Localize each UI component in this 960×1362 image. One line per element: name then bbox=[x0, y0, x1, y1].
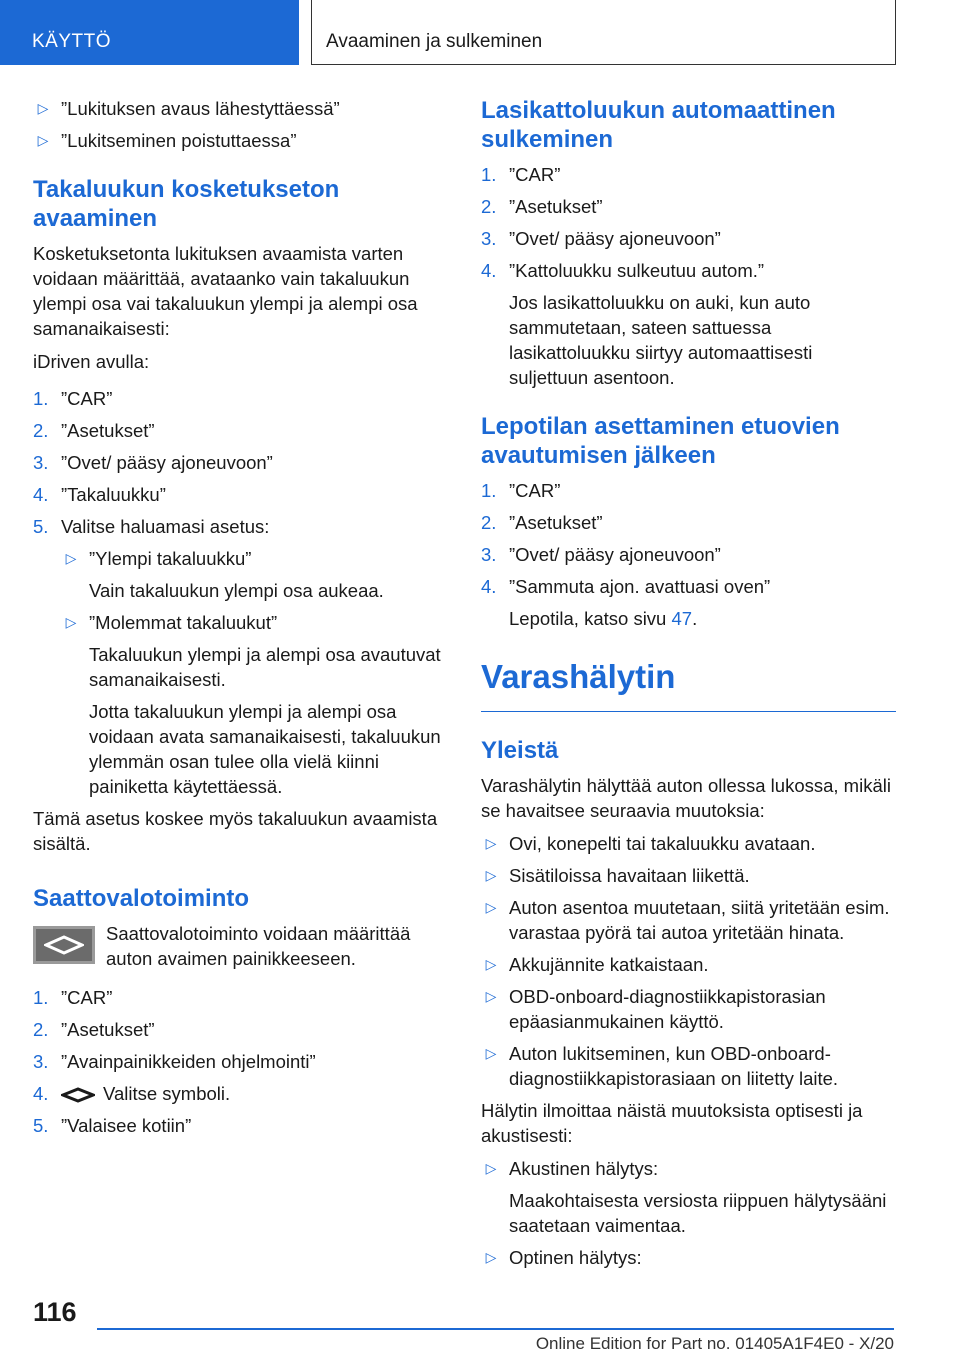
list-item: ▷ ”Ylempi takaluukku” bbox=[61, 546, 445, 571]
triangle-right-icon: ▷ bbox=[485, 1249, 497, 1265]
paragraph: Lepotila, katso sivu 47. bbox=[509, 608, 698, 629]
list-item: 3. ”Ovet/ pääsy ajoneuvoon” bbox=[481, 228, 721, 249]
list-item: 2. ”Asetukset” bbox=[481, 196, 603, 217]
list-item: 1. ”CAR” bbox=[481, 164, 561, 185]
triangle-right-icon: ▷ bbox=[485, 835, 497, 851]
triangle-right-icon: ▷ bbox=[37, 100, 49, 116]
list-item: 2. ”Asetukset” bbox=[33, 1019, 155, 1040]
section-heading: Yleistä bbox=[481, 737, 559, 764]
list-item: ▷ ”Lukituksen avaus lähestyttäessä” bbox=[33, 96, 445, 121]
page-number: 116 bbox=[33, 1297, 77, 1327]
icon-paragraph bbox=[33, 921, 445, 971]
triangle-right-icon: ▷ bbox=[65, 550, 77, 566]
page-link[interactable]: 47 bbox=[671, 608, 693, 629]
list-item: ▷ ”Molemmat takaluukut” bbox=[61, 610, 445, 635]
section-label: KÄYTTÖ bbox=[32, 31, 112, 52]
section-heading: Lepotilan asettaminen etuovien avautumisen jälkeen bbox=[481, 413, 840, 469]
paragraph: Hälytin ilmoittaa näistä muutoksista optisesti ja akustisesti: bbox=[481, 1100, 863, 1146]
list-item: 1. ”CAR” bbox=[481, 480, 561, 501]
headlight-diamond-icon bbox=[33, 926, 95, 964]
paragraph: Takaluukun ylempi ja alempi osa avautuvat samanaikaisesti. bbox=[89, 644, 441, 690]
list-item: 4. ”Kattoluukku sulkeutuu autom.” bbox=[481, 260, 765, 281]
list-item: 2. ”Asetukset” bbox=[481, 512, 603, 533]
list-item: 4. ”Takaluukku” bbox=[33, 484, 166, 505]
triangle-right-icon: ▷ bbox=[485, 1045, 497, 1061]
section-tab bbox=[0, 0, 299, 65]
list-item: ▷ Akkujännite katkaistaan. bbox=[481, 952, 896, 977]
list-item: 5. ”Valaisee kotiin” bbox=[33, 1115, 192, 1136]
list-item: ▷ Optinen hälytys: bbox=[481, 1245, 896, 1270]
footer-divider bbox=[97, 1328, 894, 1330]
chapter-header bbox=[311, 0, 896, 65]
right-column bbox=[481, 96, 896, 1277]
chapter-heading: Varashälytin bbox=[481, 657, 896, 712]
list-item: 1. ”CAR” bbox=[33, 987, 113, 1008]
chapter-title: Avaaminen ja sulkeminen bbox=[326, 31, 543, 52]
list-item: ▷ Auton lukitseminen, kun OBD-onboard-diagnostiikkapistorasiaan on liitetty laite. bbox=[481, 1041, 896, 1091]
paragraph: Vain takaluukun ylempi osa aukeaa. bbox=[89, 580, 384, 601]
paragraph: Kosketuksetonta lukituksen avaamista varten voidaan määrittää, avataanko vain takaluukun ylempi osa vai takaluukun ylempi ja alempi osa samanaikaisesti: bbox=[33, 243, 418, 339]
footer-edition: Online Edition for Part no. 01405A1F4E0 - X/20 bbox=[535, 1334, 894, 1353]
triangle-right-icon: ▷ bbox=[37, 132, 49, 148]
left-column bbox=[33, 96, 445, 1145]
triangle-right-icon: ▷ bbox=[485, 1160, 497, 1176]
list-item: 3. ”Avainpainikkeiden ohjelmointi” bbox=[33, 1051, 316, 1072]
section-heading: Lasikattoluukun automaattinen sulkeminen bbox=[481, 97, 836, 153]
list-item: 4. ”Sammuta ajon. avattuasi oven” bbox=[481, 576, 771, 597]
paragraph: Tämä asetus koskee myös takaluukun avaamista sisältä. bbox=[33, 808, 438, 854]
triangle-right-icon: ▷ bbox=[485, 988, 497, 1004]
list-item: 3. ”Ovet/ pääsy ajoneuvoon” bbox=[33, 452, 273, 473]
paragraph: Varashälytin hälyttää auton ollessa lukossa, mikäli se havaitsee seuraavia muutoksia: bbox=[481, 775, 891, 821]
section-heading: Saattovalotoiminto bbox=[33, 885, 250, 912]
triangle-right-icon: ▷ bbox=[485, 899, 497, 915]
list-item: 2. ”Asetukset” bbox=[33, 420, 155, 441]
triangle-right-icon: ▷ bbox=[485, 867, 497, 883]
triangle-right-icon: ▷ bbox=[485, 956, 497, 972]
section-heading: Takaluukun kosketukseton avaaminen bbox=[33, 176, 340, 232]
headlight-diamond-icon bbox=[61, 1087, 95, 1103]
list-item: ▷ Akustinen hälytys: bbox=[481, 1156, 896, 1181]
paragraph: Jos lasikattoluukku on auki, kun auto sammutetaan, sateen sattuessa lasikattoluukku siirtyy automaattisesti suljettuun asentoon. bbox=[509, 292, 813, 388]
list-item: 5. Valitse haluamasi asetus: bbox=[33, 516, 270, 537]
paragraph: Jotta takaluukun ylempi ja alempi osa voidaan avata samanaikaisesti, takaluukun ylemmän osan tulee olla vielä kiinni painiketta käytettäessä. bbox=[89, 701, 441, 797]
list-item: ▷ ”Lukitseminen poistuttaessa” bbox=[33, 128, 445, 153]
paragraph: iDriven avulla: bbox=[33, 351, 150, 372]
list-item: 4. Valitse symboli. bbox=[33, 1083, 231, 1104]
paragraph: Maakohtaisesta versiosta riippuen hälytysääni saatetaan vaimentaa. bbox=[509, 1190, 887, 1236]
list-item: ▷ OBD-onboard-diagnostiikkapistorasian epäasianmukainen käyttö. bbox=[481, 984, 896, 1034]
list-item: 3. ”Ovet/ pääsy ajoneuvoon” bbox=[481, 544, 721, 565]
list-item: ▷ Sisätiloissa havaitaan liikettä. bbox=[481, 863, 896, 888]
list-item: 1. ”CAR” bbox=[33, 388, 113, 409]
list-item: ▷ Ovi, konepelti tai takaluukku avataan. bbox=[481, 831, 896, 856]
paragraph: Saattovalotoiminto voidaan määrittää auton avaimen painikkeeseen. bbox=[106, 923, 411, 969]
triangle-right-icon: ▷ bbox=[65, 614, 77, 630]
list-item: ▷ Auton asentoa muutetaan, siitä yritetään esim. varastaa pyörä tai autoa yritetään hinata. bbox=[481, 895, 896, 945]
